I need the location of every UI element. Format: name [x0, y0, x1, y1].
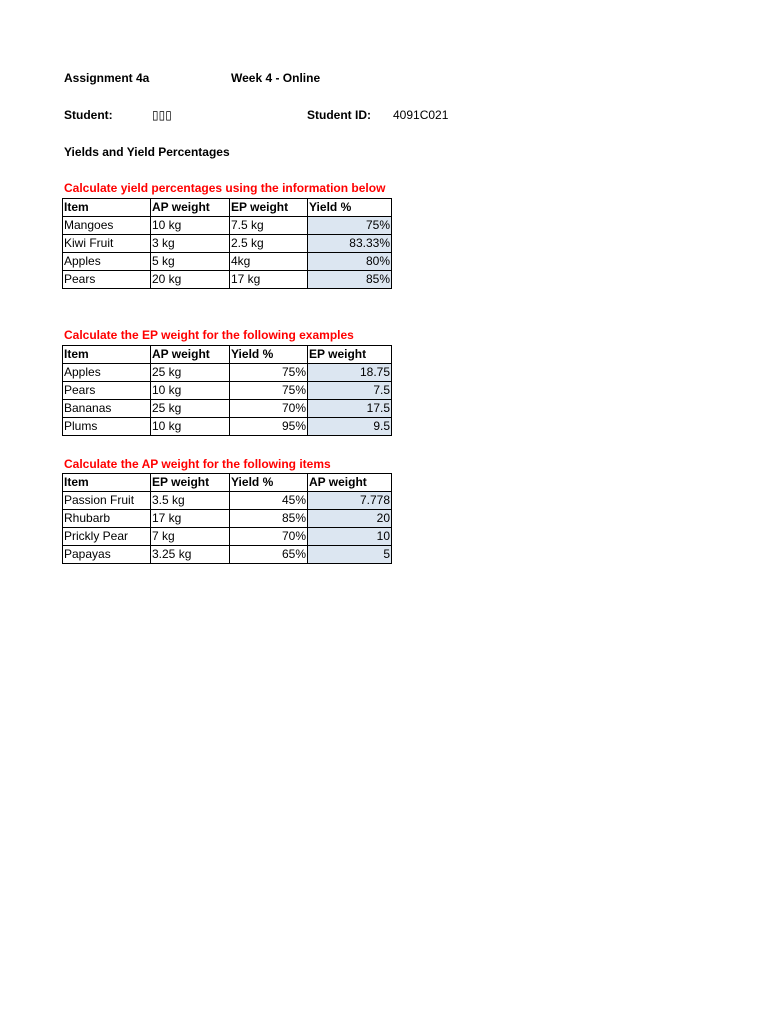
- yield-cell[interactable]: 95%: [230, 418, 308, 436]
- table-row: [63, 492, 392, 510]
- header-cell: AP weight: [151, 346, 230, 364]
- assignment-title: Assignment 4a: [64, 71, 150, 85]
- item-cell[interactable]: Pears: [63, 382, 151, 400]
- item-cell[interactable]: Passion Fruit: [63, 492, 151, 510]
- ap-weight-table: [62, 473, 392, 564]
- header-cell: EP weight: [151, 474, 230, 492]
- ap-weight-cell[interactable]: 5 kg: [151, 253, 230, 271]
- yield-cell[interactable]: 83.33%: [308, 235, 392, 253]
- student-label: Student:: [64, 108, 113, 122]
- table-row: [63, 382, 392, 400]
- section2-title: Calculate the EP weight for the following examples: [64, 328, 354, 342]
- ep-weight-cell[interactable]: 18.75: [308, 364, 392, 382]
- ep-weight-cell[interactable]: 17.5: [308, 400, 392, 418]
- header-cell: AP weight: [308, 474, 392, 492]
- ep-weight-cell[interactable]: 7 kg: [151, 528, 230, 546]
- student-id: 4091C021: [393, 108, 449, 122]
- ep-weight-cell[interactable]: 7.5: [308, 382, 392, 400]
- ap-weight-cell[interactable]: 25 kg: [151, 364, 230, 382]
- ep-weight-cell[interactable]: 3.5 kg: [151, 492, 230, 510]
- ep-weight-cell[interactable]: 2.5 kg: [230, 235, 308, 253]
- item-cell[interactable]: Apples: [63, 253, 151, 271]
- ap-weight-cell[interactable]: 20 kg: [151, 271, 230, 289]
- ep-weight-table: [62, 345, 392, 436]
- ep-weight-cell[interactable]: 17 kg: [230, 271, 308, 289]
- table-header-row: [63, 199, 392, 217]
- header-cell: EP weight: [308, 346, 392, 364]
- ap-weight-cell[interactable]: 7.778: [308, 492, 392, 510]
- table-row: [63, 418, 392, 436]
- yield-cell[interactable]: 75%: [308, 217, 392, 235]
- table-header-row: [63, 474, 392, 492]
- table-row: [63, 253, 392, 271]
- ap-weight-cell[interactable]: 5: [308, 546, 392, 564]
- yield-cell[interactable]: 75%: [230, 364, 308, 382]
- yield-cell[interactable]: 85%: [308, 271, 392, 289]
- ap-weight-cell[interactable]: 25 kg: [151, 400, 230, 418]
- ep-weight-cell[interactable]: 7.5 kg: [230, 217, 308, 235]
- header-cell: Item: [63, 199, 151, 217]
- ap-weight-cell[interactable]: 10 kg: [151, 217, 230, 235]
- ep-weight-cell[interactable]: 9.5: [308, 418, 392, 436]
- ep-weight-cell[interactable]: 17 kg: [151, 510, 230, 528]
- ap-weight-cell[interactable]: 20: [308, 510, 392, 528]
- student-id-label: Student ID:: [307, 108, 371, 122]
- item-cell[interactable]: Bananas: [63, 400, 151, 418]
- header-cell: Yield %: [230, 474, 308, 492]
- yield-cell[interactable]: 80%: [308, 253, 392, 271]
- ap-weight-cell[interactable]: 10: [308, 528, 392, 546]
- ap-weight-cell[interactable]: 3 kg: [151, 235, 230, 253]
- header-cell: EP weight: [230, 199, 308, 217]
- header-cell: Yield %: [230, 346, 308, 364]
- ap-weight-cell[interactable]: 10 kg: [151, 418, 230, 436]
- topic-heading: Yields and Yield Percentages: [64, 145, 230, 159]
- table-row: [63, 271, 392, 289]
- section1-title: Calculate yield percentages using the information below: [64, 181, 386, 195]
- student-name: ▯▯▯: [152, 108, 172, 122]
- yield-cell[interactable]: 85%: [230, 510, 308, 528]
- item-cell[interactable]: Rhubarb: [63, 510, 151, 528]
- yield-cell[interactable]: 45%: [230, 492, 308, 510]
- table-row: [63, 400, 392, 418]
- item-cell[interactable]: Papayas: [63, 546, 151, 564]
- item-cell[interactable]: Prickly Pear: [63, 528, 151, 546]
- item-cell[interactable]: Apples: [63, 364, 151, 382]
- header-cell: Item: [63, 346, 151, 364]
- yield-cell[interactable]: 70%: [230, 528, 308, 546]
- header-cell: Item: [63, 474, 151, 492]
- item-cell[interactable]: Plums: [63, 418, 151, 436]
- ep-weight-cell[interactable]: 3.25 kg: [151, 546, 230, 564]
- header-cell: AP weight: [151, 199, 230, 217]
- yield-cell[interactable]: 70%: [230, 400, 308, 418]
- item-cell[interactable]: Mangoes: [63, 217, 151, 235]
- yield-cell[interactable]: 75%: [230, 382, 308, 400]
- ap-weight-cell[interactable]: 10 kg: [151, 382, 230, 400]
- section3-title: Calculate the AP weight for the following items: [64, 457, 331, 471]
- yield-percentage-table: [62, 198, 392, 289]
- table-row: [63, 364, 392, 382]
- week-label: Week 4 - Online: [231, 71, 321, 85]
- table-header-row: [63, 346, 392, 364]
- table-row: [63, 217, 392, 235]
- yield-cell[interactable]: 65%: [230, 546, 308, 564]
- table-row: [63, 528, 392, 546]
- table-row: [63, 235, 392, 253]
- table-row: [63, 510, 392, 528]
- ep-weight-cell[interactable]: 4kg: [230, 253, 308, 271]
- item-cell[interactable]: Kiwi Fruit: [63, 235, 151, 253]
- table-row: [63, 546, 392, 564]
- header-cell: Yield %: [308, 199, 392, 217]
- item-cell[interactable]: Pears: [63, 271, 151, 289]
